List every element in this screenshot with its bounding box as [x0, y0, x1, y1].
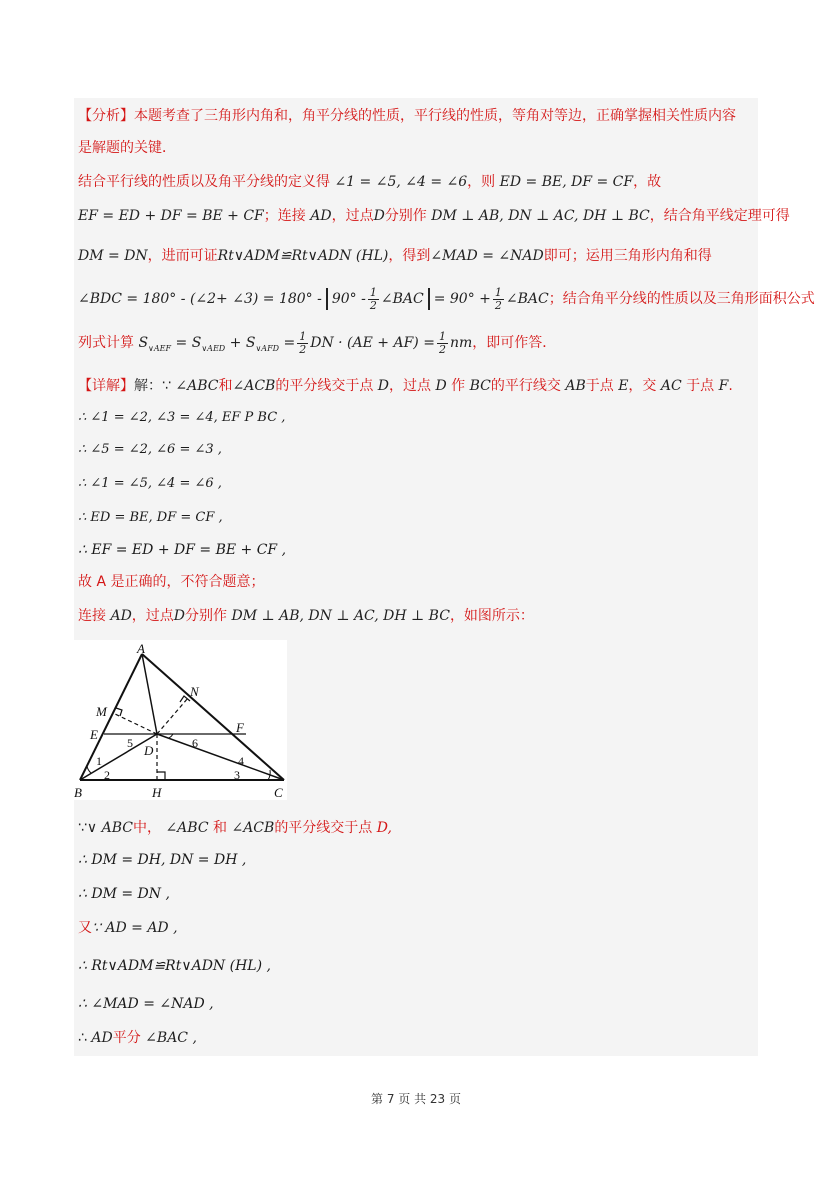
detail-text: 连接: [78, 608, 106, 624]
detail-text: 作: [451, 378, 466, 394]
label-h: H: [152, 785, 162, 800]
math-expr: EF = ED + DF = BE + CF: [78, 208, 264, 224]
step-4: ∴ ED = BE, DF = CF ,: [78, 510, 223, 525]
triangle-figure: [74, 640, 287, 800]
math-expr: ∠ABC: [165, 820, 209, 836]
label-angle-5: 5: [127, 736, 133, 750]
math-expr: DM ⊥ AB, DN ⊥ AC, DH ⊥ BC: [231, 608, 450, 624]
step-3: ∴ ∠1 = ∠5, ∠4 = ∠6 ,: [78, 476, 222, 491]
analysis-text-2: 是解题的关键．: [78, 140, 176, 156]
math-expr: ∠BAC: [380, 291, 424, 307]
detail-text: 的平分线交于点: [275, 378, 374, 394]
math-sub: ∨AED: [201, 343, 226, 353]
analysis-text-3b: ，则: [467, 174, 496, 190]
analysis-text-7b: ，即可作答．: [472, 335, 557, 351]
fraction-numerator: 1: [438, 329, 446, 343]
analysis-text-5c: 即可；运用三角形内角和得: [543, 248, 712, 264]
label-m: M: [96, 704, 107, 719]
segment-cd: [157, 734, 284, 780]
analysis-text-4d: ，结合角平线定理可得: [649, 208, 790, 224]
abs-bar-right: [428, 288, 430, 310]
abs-bar-left: [326, 288, 328, 310]
detail-text: 和: [213, 820, 228, 836]
detail-text: 的平分线交于点: [274, 820, 373, 836]
fraction-half: [493, 287, 504, 312]
segment-dn: [157, 698, 188, 734]
therefore-1: [78, 818, 392, 838]
detail-text: 中，: [133, 820, 161, 836]
fraction-half: [297, 331, 308, 356]
math-expr: ∠1 = ∠5, ∠4 = ∠6: [334, 174, 468, 190]
step-6: 故 A 是正确的，不符合题意；: [78, 574, 265, 590]
analysis-line-5: [78, 246, 712, 266]
detail-text: 又: [78, 920, 92, 936]
fraction-numerator: 1: [369, 285, 377, 299]
analysis-text-4a: ；连接: [263, 208, 306, 224]
fraction-half: [368, 287, 379, 312]
detail-text: ∵: [78, 820, 87, 836]
math-expr: = 90° +: [433, 291, 491, 307]
label-c: C: [274, 785, 283, 800]
analysis-line-7: [78, 330, 556, 362]
detail-text: 的平行线交: [490, 378, 561, 394]
math-expr: = S: [175, 335, 202, 351]
step-1: ∴ ∠1 = ∠2, ∠3 = ∠4, EF P BC ,: [78, 410, 286, 425]
therefore-3: ∴ DM = DN ,: [78, 886, 170, 902]
analysis-text-1: 本题考查了三角形内角和，角平分线的性质，平行线的性质，等角对等边，正确掌握相关性质内容: [134, 108, 736, 124]
math-expr: ∠BDC = 180° - (∠2+ ∠3) = 180° -: [78, 291, 322, 307]
label-b: B: [74, 785, 82, 800]
analysis-tag: 【分析】: [78, 108, 134, 124]
math-expr: AC: [660, 378, 682, 394]
math-expr: AD: [91, 1030, 113, 1046]
analysis-text-7a: 列式计算: [78, 335, 134, 351]
detail-tag: 【详解】: [78, 378, 134, 394]
detail-text: ，过点: [131, 608, 174, 624]
math-expr: AB: [565, 378, 586, 394]
label-e: E: [90, 727, 98, 742]
solution-panel: [74, 98, 815, 1056]
math-sub: ∨AFD: [255, 343, 280, 353]
label-a: A: [137, 641, 145, 656]
math-expr: ∠ABC: [175, 378, 219, 394]
detail-text: 平分: [112, 1030, 141, 1046]
math-expr: + S: [229, 335, 256, 351]
math-expr: AD: [310, 208, 332, 224]
fraction-denominator: 2: [369, 298, 377, 312]
math-expr: ED = BE, DF = CF: [499, 174, 634, 190]
math-expr: DM = DN: [78, 248, 148, 264]
math-expr: =: [283, 335, 296, 351]
math-expr: ∠MAD = ∠NAD: [430, 248, 544, 264]
math-expr: ∠BAC ,: [145, 1030, 197, 1046]
step-7: [78, 606, 534, 626]
therefore-2: ∴ DM = DH, DN = DH ,: [78, 852, 247, 868]
analysis-line-3: [78, 172, 661, 192]
analysis-line-2: [78, 138, 176, 158]
therefore-6: ∴ ∠MAD = ∠NAD ,: [78, 996, 214, 1012]
therefore-4: [78, 918, 178, 938]
label-n: N: [190, 684, 199, 699]
detail-text: 解：∵: [134, 378, 171, 394]
math-expr: ∠ACB: [232, 378, 276, 394]
fraction-denominator: 2: [494, 298, 502, 312]
math-expr: nm: [449, 335, 473, 351]
label-d: D: [144, 743, 154, 758]
detail-text: 分别作: [185, 608, 228, 624]
detail-text: ，过点: [389, 378, 432, 394]
label-angle-2: 2: [104, 768, 110, 782]
math-expr: DM ⊥ AB, DN ⊥ AC, DH ⊥ BC: [431, 208, 650, 224]
angle-arc-b: [87, 766, 91, 773]
math-expr: D: [377, 378, 390, 394]
detail-line-1: [78, 376, 733, 396]
math-expr: 90° -: [331, 291, 366, 307]
math-expr: AD: [110, 608, 132, 624]
segment-dm: [115, 714, 157, 734]
math-expr: D: [173, 608, 186, 624]
analysis-text-4b: ，过点: [331, 208, 374, 224]
analysis-text-5b: ，得到: [388, 248, 431, 264]
label-angle-1: 1: [96, 754, 102, 768]
detail-text: ，交: [628, 378, 657, 394]
analysis-line-4: [78, 206, 790, 226]
math-expr: F: [718, 378, 729, 394]
therefore-7: [78, 1028, 197, 1048]
math-expr: D,: [376, 820, 392, 836]
right-angle-h: [157, 772, 165, 780]
label-f: F: [236, 720, 244, 735]
analysis-text-4c: 分别作: [384, 208, 427, 224]
math-expr: DN · (AE + AF) =: [310, 335, 435, 351]
math-expr: ∠ACB: [231, 820, 275, 836]
fraction-numerator: 1: [299, 329, 307, 343]
detail-text: ，如图所示：: [449, 608, 534, 624]
detail-text: .: [728, 378, 733, 394]
detail-text: 于点: [686, 378, 715, 394]
fraction-half: [437, 331, 448, 356]
detail-text: 和: [218, 378, 233, 394]
label-angle-6: 6: [192, 736, 198, 750]
math-expr: BC: [469, 378, 491, 394]
step-2: ∴ ∠5 = ∠2, ∠6 = ∠3 ,: [78, 442, 222, 457]
math-expr: D: [435, 378, 447, 394]
analysis-line-6: [78, 286, 815, 312]
detail-text: 于点: [585, 378, 614, 394]
fraction-numerator: 1: [494, 285, 502, 299]
math-expr: ∨ ABC: [86, 820, 133, 836]
therefore-5: ∴ Rt∨ADM≌Rt∨ADN (HL) ,: [78, 958, 271, 974]
label-angle-3: 3: [234, 768, 240, 782]
math-expr: ∵ AD = AD ,: [92, 920, 178, 936]
math-expr: E: [618, 378, 629, 394]
math-sub: ∨AEF: [148, 343, 172, 353]
detail-text: ∴: [78, 1030, 87, 1046]
step-5: ∴ EF = ED + DF = BE + CF ,: [78, 542, 287, 558]
label-angle-4: 4: [238, 754, 244, 768]
analysis-line-1: [78, 106, 736, 126]
triangle-diagram: [74, 640, 287, 800]
analysis-text-3a: 结合平行线的性质以及角平分线的定义得: [78, 174, 330, 190]
page-footer: 第 7 页 共 23 页: [371, 1092, 461, 1106]
math-expr: Rt∨ADM≌Rt∨ADN (HL): [217, 248, 389, 264]
math-expr: ∠BAC: [505, 291, 549, 307]
side-ac: [142, 654, 284, 780]
math-expr: S: [138, 335, 149, 351]
analysis-text-3c: ，故: [633, 174, 662, 190]
math-expr: D: [373, 208, 385, 224]
analysis-text-5a: ，进而可证: [147, 248, 218, 264]
analysis-text-6a: ；结合角平分线的性质以及三角形面积公式: [548, 291, 815, 307]
fraction-denominator: 2: [438, 342, 446, 356]
fraction-denominator: 2: [299, 342, 307, 356]
